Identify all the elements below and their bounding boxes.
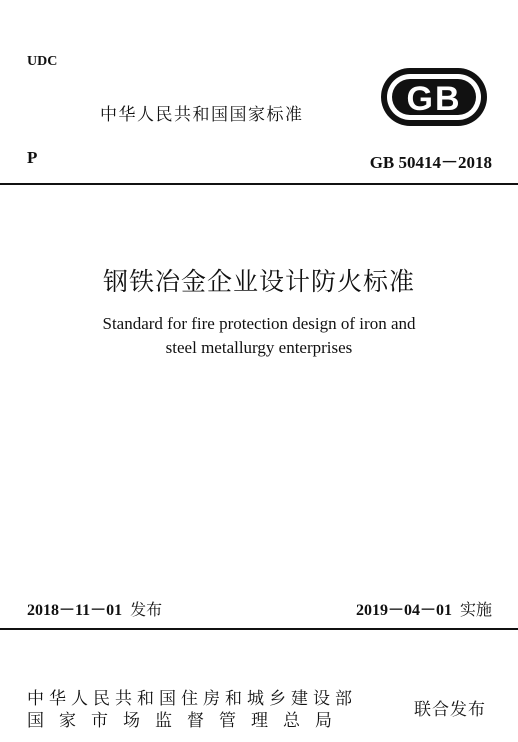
issue-date: 2018－11－01 xyxy=(27,602,123,619)
implement-date: 2019－04－01 xyxy=(355,602,452,619)
classification-code: P xyxy=(27,148,38,167)
publisher-administration: 国家市场监督管理总局 xyxy=(27,711,347,731)
title-english-line2: steel metallurgy enterprises xyxy=(165,338,353,357)
title-english-line1: Standard for fire protection design of iron and xyxy=(102,314,416,333)
top-divider xyxy=(0,183,518,185)
issue-date-block xyxy=(27,597,162,620)
udc-label: UDC xyxy=(27,54,58,69)
title-chinese: 钢铁冶金企业设计防火标准 xyxy=(102,267,415,296)
implement-label: 实施 xyxy=(459,600,492,619)
standard-number: GB 50414－2018 xyxy=(369,153,492,172)
national-standard-heading: 中华人民共和国国家标准 xyxy=(100,105,304,125)
joint-publish-label: 联合发布 xyxy=(414,700,486,720)
issue-label: 发布 xyxy=(130,600,163,619)
publisher-ministry: 中华人民共和国住房和城乡建设部 xyxy=(27,689,357,709)
gb-logo xyxy=(378,64,490,130)
gb-logo-text: GB xyxy=(406,80,462,118)
bottom-divider xyxy=(0,628,518,630)
title-english xyxy=(0,312,518,360)
implement-date-block xyxy=(356,597,492,620)
